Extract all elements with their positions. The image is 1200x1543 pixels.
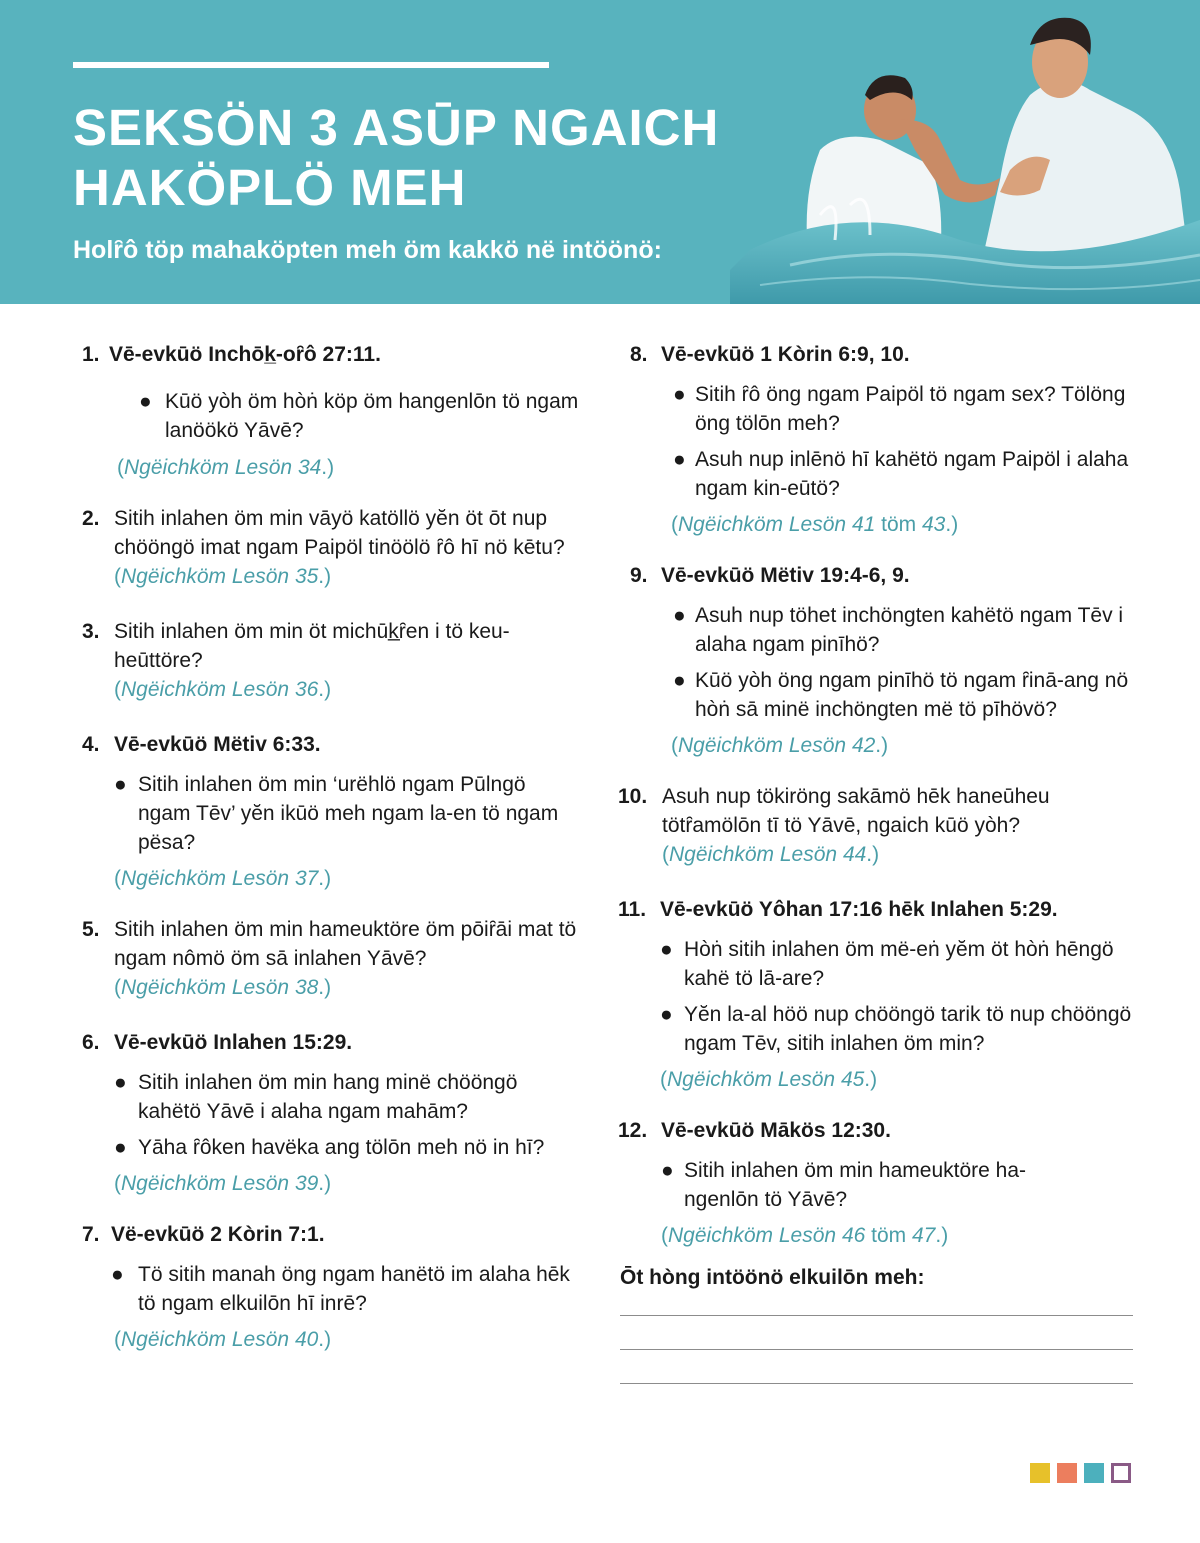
lesson-reference: (Ngëichköm Lesön 35.) (114, 565, 332, 588)
bullet-text: Sitih ȓô öng ngam Paipöl tö ngam sex? Tölöng öng tölōn meh? (695, 383, 1126, 435)
question-lead: Vē-evkūö Inchōk̲-oȓô 27:11. (109, 343, 381, 366)
bullet-text: Hòṅ sitih inlahen öm më-eṅ yĕm öt hòṅ hēngö kahë tö lā-are? (684, 938, 1114, 990)
bullet-dot-icon: ● (673, 448, 686, 471)
question-number: 1. (82, 343, 100, 366)
question-12 (618, 1116, 1138, 1250)
bullet-dot-icon: ● (673, 604, 686, 627)
question-5 (82, 915, 582, 1002)
yellow-square-icon (1030, 1463, 1050, 1483)
question-lead: Vē-evkūö Mëtiv 6:33. (114, 733, 321, 756)
question-lead: Vē-evkūö Mākös 12:30. (661, 1119, 891, 1142)
questions-column-left (82, 340, 582, 1354)
answer-line[interactable] (620, 1315, 1133, 1316)
teal-square-icon (1084, 1463, 1104, 1483)
bullet-item (673, 445, 1138, 503)
page-title-line-2: HAKÖPLÖ MEH (73, 159, 467, 216)
purple-outline-square-icon (1111, 1463, 1131, 1483)
baptism-illustration (730, 0, 1200, 304)
question-6 (82, 1028, 582, 1198)
question-7 (82, 1220, 582, 1354)
lesson-reference: (Ngëichköm Lesön 45.) (660, 1068, 878, 1091)
question-lead: Vē-evkūö Mëtiv 19:4-6, 9. (661, 564, 910, 587)
questions-column-right (618, 340, 1138, 1250)
question-8 (630, 340, 1138, 539)
bullet-text: Sitih inlahen öm min ‘urëhlö ngam Pūlngö ngam Tēv’ yĕn ikūö meh ngam la-en tö ngam pësa? (138, 773, 559, 854)
bullet-item (111, 1260, 582, 1318)
question-lead: Sitih inlahen öm min hameuktöre öm pōiȓāi mat tö ngam nômö öm sā inlahen Yāvē? (114, 918, 577, 970)
question-3 (82, 617, 582, 704)
lesson-reference: (Ngëichköm Lesön 34.) (117, 456, 335, 479)
lesson-reference: (Ngëichköm Lesön 39.) (114, 1172, 332, 1195)
question-number: 8. (630, 343, 648, 366)
bullet-item (114, 1133, 582, 1162)
question-number: 2. (82, 507, 100, 530)
question-number: 11. (618, 898, 647, 921)
question-number: 5. (82, 918, 100, 941)
question-number: 4. (82, 733, 100, 756)
bullet-text: Asuh nup inlēnö hī kahëtö ngam Paipöl i alaha ngam kin-eūtö? (695, 448, 1129, 500)
bullet-text: Sitih inlahen öm min hameuktöre ha-ngenlōn tö Yāvē? (684, 1159, 1027, 1211)
question-lead: Vë-evkūö 2 Kòrin 7:1. (111, 1223, 325, 1246)
question-4 (82, 730, 582, 893)
bullet-text: Yāha ȓôken havëka ang tölōn meh nö in hī? (138, 1136, 545, 1159)
lesson-reference: (Ngëichköm Lesön 44.) (662, 843, 880, 866)
question-11 (618, 895, 1138, 1094)
bullet-item (114, 1068, 582, 1126)
question-lead: Vē-evkūö 1 Kòrin 6:9, 10. (661, 343, 910, 366)
bullet-dot-icon: ● (114, 1071, 127, 1094)
bullet-text: Sitih inlahen öm min hang minë chööngö kahëtö Yāvē i alaha ngam mahām? (138, 1071, 518, 1123)
lesson-reference: (Ngëichköm Lesön 40.) (114, 1328, 332, 1351)
bullet-dot-icon: ● (660, 938, 673, 961)
question-9 (630, 561, 1138, 760)
lesson-reference: (Ngëichköm Lesön 46 töm 47.) (661, 1224, 949, 1247)
question-number: 7. (82, 1223, 100, 1246)
bullet-item (673, 601, 1138, 659)
answer-line[interactable] (620, 1383, 1133, 1384)
bullet-text: Kūö yòh öm hòṅ köp öm hangenlōn tö ngam lanöökö Yāvē? (165, 390, 579, 442)
lesson-reference: (Ngëichköm Lesön 36.) (114, 678, 332, 701)
extra-questions-label: Ōt hòng intöönö elkuilōn meh: (620, 1266, 925, 1289)
lesson-reference: (Ngëichköm Lesön 37.) (114, 867, 332, 890)
question-lead: Sitih inlahen öm min öt michūk̲ȓen i tö keu-heūttöre? (114, 620, 510, 672)
bullet-dot-icon: ● (660, 1003, 673, 1026)
bullet-item (673, 380, 1138, 438)
bullet-text: Yĕn la-al höö nup chööngö tarik tö nup chööngö ngam Tēv, sitih inlahen öm min? (684, 1003, 1132, 1055)
bullet-text: Tö sitih manah öng ngam hanëtö im alaha hēk tö ngam elkuilōn hī inrē? (138, 1263, 570, 1315)
bullet-dot-icon: ● (661, 1159, 674, 1182)
bullet-dot-icon: ● (114, 1136, 127, 1159)
question-number: 6. (82, 1031, 100, 1054)
answer-line[interactable] (620, 1349, 1133, 1350)
question-lead: Vē-evkūö Inlahen 15:29. (114, 1031, 353, 1054)
question-lead: Vē-evkūö Yôhan 17:16 hēk Inlahen 5:29. (660, 898, 1058, 921)
bullet-text: Kūö yòh öng ngam pinīhö tö ngam ȓinā-ang nö hòṅ sā minë inchöngten më tö pīhövö? (695, 669, 1129, 721)
bullet-item (673, 666, 1138, 724)
bullet-dot-icon: ● (673, 383, 686, 406)
page-title (73, 98, 773, 218)
question-number: 12. (618, 1119, 648, 1142)
question-lead: Sitih inlahen öm min vāyö katöllö yĕn öt ōt nup chööngö imat ngam Paipöl tinöölö ȓô hī nö kētu? (114, 507, 565, 559)
bullet-dot-icon: ● (114, 773, 127, 796)
header-banner (0, 0, 1200, 304)
bullet-dot-icon: ● (673, 669, 686, 692)
question-1 (82, 340, 582, 482)
bullet-item (660, 935, 1138, 993)
bullet-item (661, 1156, 1138, 1214)
orange-square-icon (1057, 1463, 1077, 1483)
question-number: 3. (82, 620, 100, 643)
question-10 (618, 782, 1138, 869)
question-number: 10. (618, 785, 648, 808)
bullet-text: Asuh nup töhet inchöngten kahëtö ngam Tēv i alaha ngam pinīhö? (695, 604, 1124, 656)
bullet-dot-icon: ● (139, 390, 152, 413)
page-subtitle: Holȓô töp mahaköpten meh öm kakkö në intöönö: (73, 236, 662, 264)
bullet-item (660, 1000, 1138, 1058)
lesson-reference: (Ngëichköm Lesön 38.) (114, 976, 332, 999)
question-number: 9. (630, 564, 648, 587)
question-lead: Asuh nup tökiröng sakāmö hēk haneūheu tötȓamölōn tī tö Yāvē, ngaich kūö yòh? (662, 785, 1050, 837)
bullet-item (114, 770, 582, 857)
page-title-line-1: SEKSÖN 3 ASŪP NGAICH (73, 99, 720, 156)
lesson-reference: (Ngëichköm Lesön 41 töm 43.) (671, 513, 959, 536)
bullet-item (139, 387, 582, 445)
bullet-dot-icon: ● (111, 1263, 124, 1286)
lesson-reference: (Ngëichköm Lesön 42.) (671, 734, 889, 757)
question-2 (82, 504, 582, 591)
header-rule (73, 62, 549, 68)
